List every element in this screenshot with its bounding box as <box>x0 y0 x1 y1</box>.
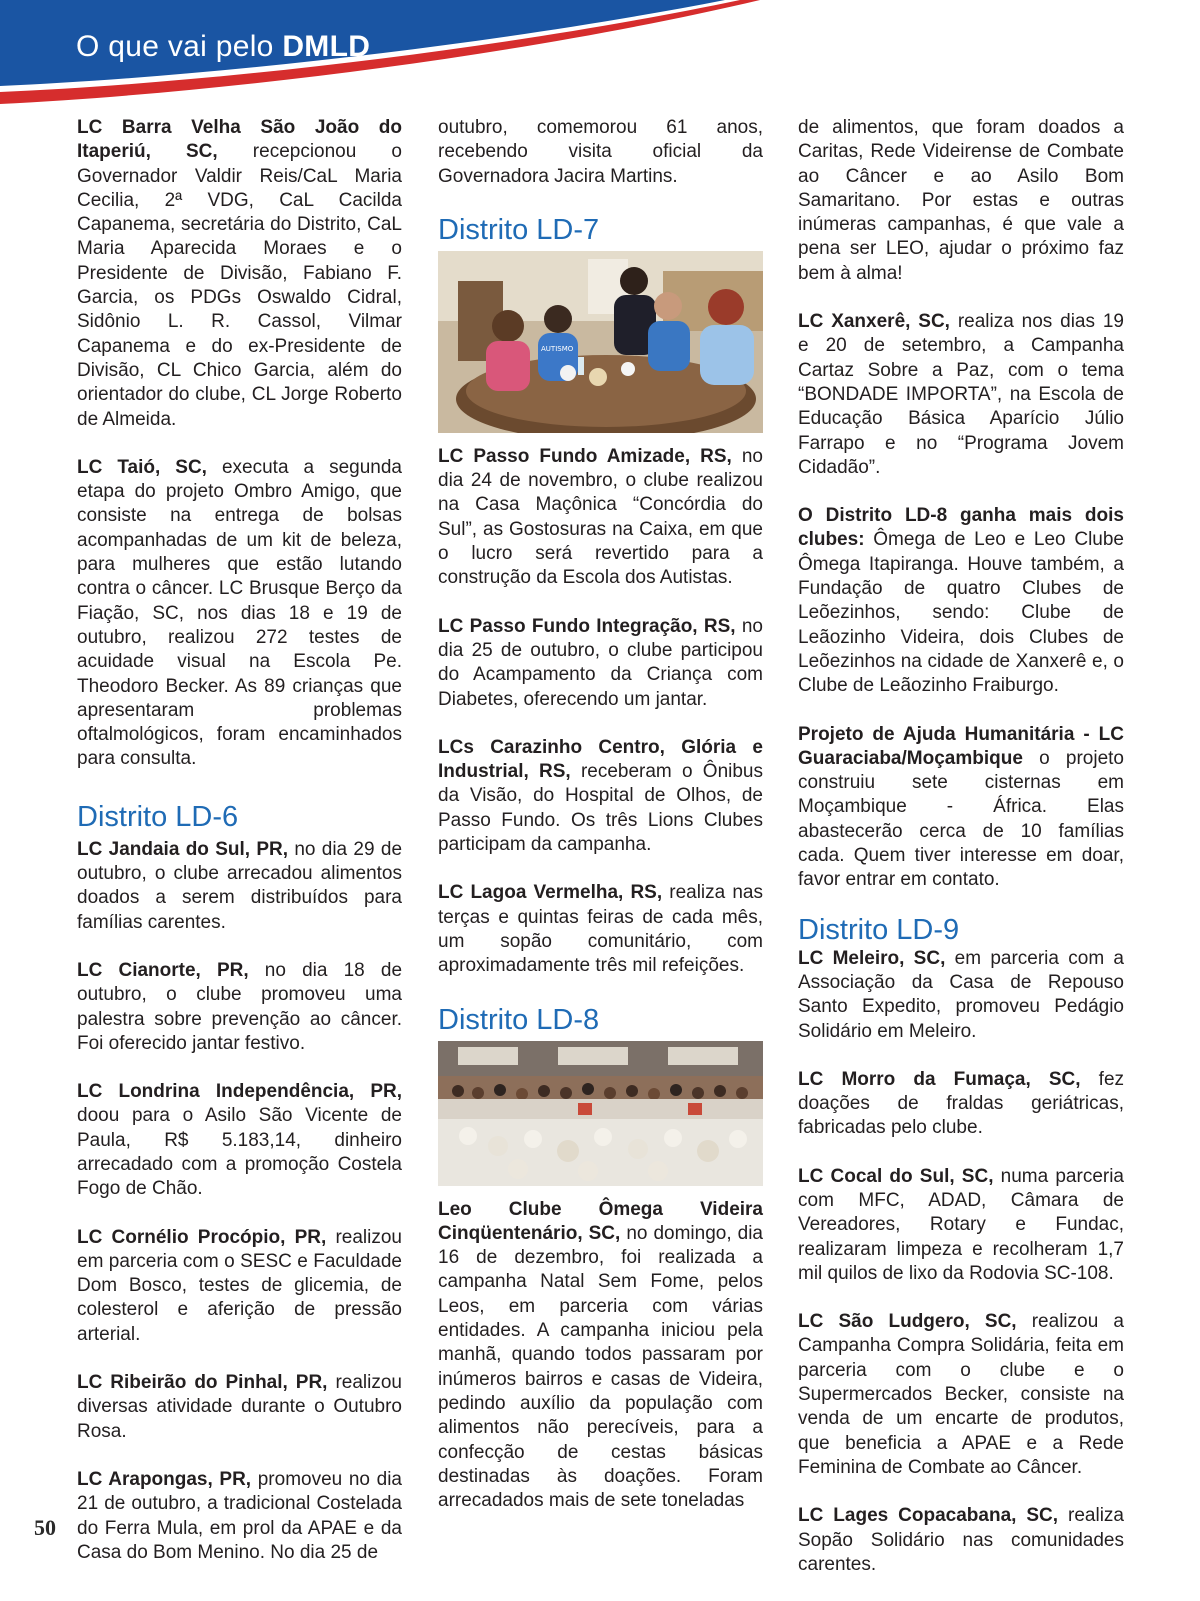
club-name: LC Cocal do Sul, SC, <box>798 1165 994 1187</box>
article-paragraph: de alimentos, que foram doados a Caritas, Rede Videirense de Combate ao Câncer e ao Asilo Bom Samaritano. Por estas e outras inúmeras campanhas, é que vale a pena ser LEO, ajudar o próximo faz bem à alma! <box>798 117 1124 284</box>
shirt-text: AUTISMO <box>541 344 574 353</box>
photo-ld8-food-donations <box>438 1041 763 1186</box>
column-1 <box>77 116 402 1589</box>
section-title <box>76 30 370 64</box>
district-heading-ld7: Distrito LD-7 <box>438 213 600 246</box>
article-text: no dia 18 de outubro, o clube promoveu uma palestra sobre prevenção ao câncer. Foi oferecido jantar festivo. <box>77 959 403 1054</box>
article-paragraph <box>438 881 763 978</box>
article-text: realizou a Campanha Compra Solidária, feita em parceria com o clube e o Supermercados Becker, consiste na venda de um encarte de produtos, que beneficia a APAE e a Rede Feminina de Combate ao Câncer. <box>798 1311 1124 1478</box>
article-text: em parceria com a Associação da Casa de Repouso Santo Expedito, promoveu Pedágio Solidário em Meleiro. <box>798 947 1124 1042</box>
club-name: LC Jandaia do Sul, PR, <box>77 838 289 860</box>
club-name: LC Xanxerê, SC, <box>798 311 950 333</box>
article-text: realiza nos dias 19 e 20 de setembro, a Campanha Cartaz Sobre a Paz, com o tema “BONDADE IMPORTA”, na Escola de Educação Básica Aparício Júlio Farrapo e no “Programa Jovem Cidadão”. <box>798 311 1124 478</box>
article-paragraph: outubro, comemorou 61 anos, recebendo visita oficial da Governadora Jacira Martins. <box>438 117 763 187</box>
column-3 <box>798 116 1124 1601</box>
club-name: LC Cornélio Procópio, PR, <box>77 1226 327 1248</box>
article-text: promoveu no dia 21 de outubro, a tradicional Costelada do Ferra Mula, em prol da APAE e da Casa do Bom Menino. No dia 25 de <box>77 1468 402 1563</box>
club-name: LC Cianorte, PR, <box>77 959 249 981</box>
page-header <box>0 0 1200 110</box>
article-paragraph <box>438 1198 763 1514</box>
article-paragraph <box>438 445 763 591</box>
article-paragraph <box>798 947 1124 1044</box>
photo-ld7-group-at-table <box>438 251 763 433</box>
article-text: receberam o Ônibus da Visão, do Hospital de Olhos, de Passo Fundo. Os três Lions Clubes participam da campanha. <box>438 761 763 856</box>
article-text: no domingo, dia 16 de dezembro, foi realizada a campanha Natal Sem Fome, pelos Leos, em parceria com várias entidades. A campanha iniciou pela manhã, quando todos passaram por inúmeros bairros e casas de Videira, pedindo auxílio da população com alimentos não perecíveis, para a confecção de cestas básicas destinadas às doações. Foram arrecadados mais de sete toneladas <box>438 1222 763 1512</box>
club-name: Leo Clube Ômega Videira Cinqüentenário, SC, <box>438 1198 763 1244</box>
district-heading-ld9: Distrito LD-9 <box>798 913 960 946</box>
article-paragraph <box>77 1226 402 1347</box>
club-name: O Distrito LD-8 ganha mais dois clubes: <box>798 505 1124 551</box>
article-paragraph <box>77 1080 402 1201</box>
district-heading-ld8: Distrito LD-8 <box>438 1003 600 1036</box>
club-name: LC Meleiro, SC, <box>798 947 946 969</box>
article-paragraph <box>77 1468 402 1565</box>
club-name: LC São Ludgero, SC, <box>798 1311 1017 1333</box>
group-photo <box>438 251 763 433</box>
page-number: 50 <box>34 1515 56 1540</box>
article-paragraph <box>77 959 402 1056</box>
article-paragraph <box>798 1165 1124 1286</box>
club-name: LC Barra Velha São João do Itaperiú, SC, <box>77 117 402 163</box>
district-heading-ld6: Distrito LD-6 <box>77 800 239 833</box>
article-text: Ômega de Leo e Leo Clube Ômega Itapiranga. Houve também, a Fundação de quatro Clubes de Leõezinhos, sendo: Clube de Leãozinho Videira, dois Clubes de Leõezinhos na cidade de Xanxerê e, o Clube de Leãozinho Fraiburgo. <box>798 529 1124 697</box>
club-name: LC Londrina Independência, PR, <box>77 1081 402 1103</box>
club-name: LC Passo Fundo Integração, RS, <box>438 615 736 637</box>
article-paragraph <box>798 310 1124 480</box>
crowd-photo <box>438 1041 763 1186</box>
article-text: numa parceria com MFC, ADAD, Câmara de Vereadores, Rotary e Fundac, realizaram limpeza e recolheram 1,7 mil quilos de lixo da Rodovia SC-108. <box>798 1165 1124 1284</box>
project-name: Projeto de Ajuda Humanitária - LC Guaraciaba/Moçambique <box>798 723 1124 769</box>
article-text: no dia 29 de outubro, o clube arrecadou alimentos doados a serem distribuídos para famílias carentes. <box>77 838 403 933</box>
section-title-prefix: O que vai pelo <box>76 30 274 63</box>
article-paragraph <box>77 116 402 432</box>
column-2 <box>438 116 763 1537</box>
club-name: LC Lages Copacabana, SC, <box>798 1505 1059 1527</box>
article-paragraph <box>438 615 763 712</box>
club-name: LC Morro da Fumaça, SC, <box>798 1068 1081 1090</box>
article-text: no dia 25 de outubro, o clube participou do Acampamento da Criança com Diabetes, oferecendo um jantar. <box>438 615 763 710</box>
article-text: recepcionou o Governador Valdir Reis/CaL Maria Cecilia, 2ª VDG, CaL Cacilda Capanema, secretária do Distrito, CaL Maria Aparecida Moraes e o Presidente de Divisão, Fabiano F. Garcia, os PDGs Oswaldo Cidral, Sidônio L. R. Cassol, Vilmar Capanema e do ex-Presidente de Divisão, CL Chico Garcia, além do orientador do clube, CL Jorge Roberto de Almeida. <box>77 141 402 430</box>
article-text: fez doações de fraldas geriátricas, fabricadas pelo clube. <box>798 1068 1125 1139</box>
article-text: executa a segunda etapa do projeto Ombro Amigo, que consiste na entrega de bolsas acompanhadas de um kit de beleza, para mulheres que estão lutando contra o câncer. LC Brusque Berço da Fiação, SC, nos dias 18 e 19 de outubro, realizou 272 testes de acuidade visual na Escola Pe. Theodoro Becker. As 89 crianças que apresentaram problemas oftalmológicos, foram encaminhados para consulta. <box>77 456 402 770</box>
article-text: no dia 24 de novembro, o clube realizou na Casa Maçônica “Concórdia do Sul”, as Gostosuras na Caixa, em que o lucro será revertido para a construção da Escola dos Autistas. <box>438 445 763 589</box>
club-name: LC Taió, SC, <box>77 456 207 478</box>
article-paragraph <box>77 1371 402 1444</box>
article-paragraph <box>77 838 402 935</box>
article-text: doou para o Asilo São Vicente de Paula, R$ 5.183,14, dinheiro arrecadado com a promoção Costela Fogo de Chão. <box>77 1105 402 1200</box>
club-name: LCs Carazinho Centro, Glória e Industrial, RS, <box>438 736 763 783</box>
article-paragraph <box>798 504 1124 698</box>
article-paragraph <box>798 1068 1124 1141</box>
club-name: LC Ribeirão do Pinhal, PR, <box>77 1372 328 1394</box>
article-text: realiza nas terças e quintas feiras de cada mês, um sopão comunitário, com aproximadamente três mil refeições. <box>438 882 763 977</box>
article-paragraph <box>77 456 402 772</box>
article-paragraph <box>798 723 1124 893</box>
article-paragraph <box>438 736 763 857</box>
article-paragraph <box>798 1504 1124 1577</box>
article-text: realizou diversas atividade durante o Outubro Rosa. <box>77 1372 402 1442</box>
section-title-bold: DMLD <box>282 30 371 63</box>
club-name: LC Arapongas, PR, <box>77 1468 252 1490</box>
article-paragraph <box>798 1310 1124 1480</box>
club-name: LC Lagoa Vermelha, RS, <box>438 882 663 904</box>
club-name: LC Passo Fundo Amizade, RS, <box>438 445 732 467</box>
article-text: realiza Sopão Solidário nas comunidades carentes. <box>798 1505 1124 1575</box>
article-text: o projeto construiu sete cisternas em Moçambique - África. Elas abastecerão cerca de 10 famílias cada. Quem tiver interesse em doar, favor entrar em contato. <box>798 747 1124 891</box>
article-text: realizou em parceria com o SESC e Faculdade Dom Bosco, testes de glicemia, de colesterol e aferição de pressão arterial. <box>77 1226 402 1345</box>
